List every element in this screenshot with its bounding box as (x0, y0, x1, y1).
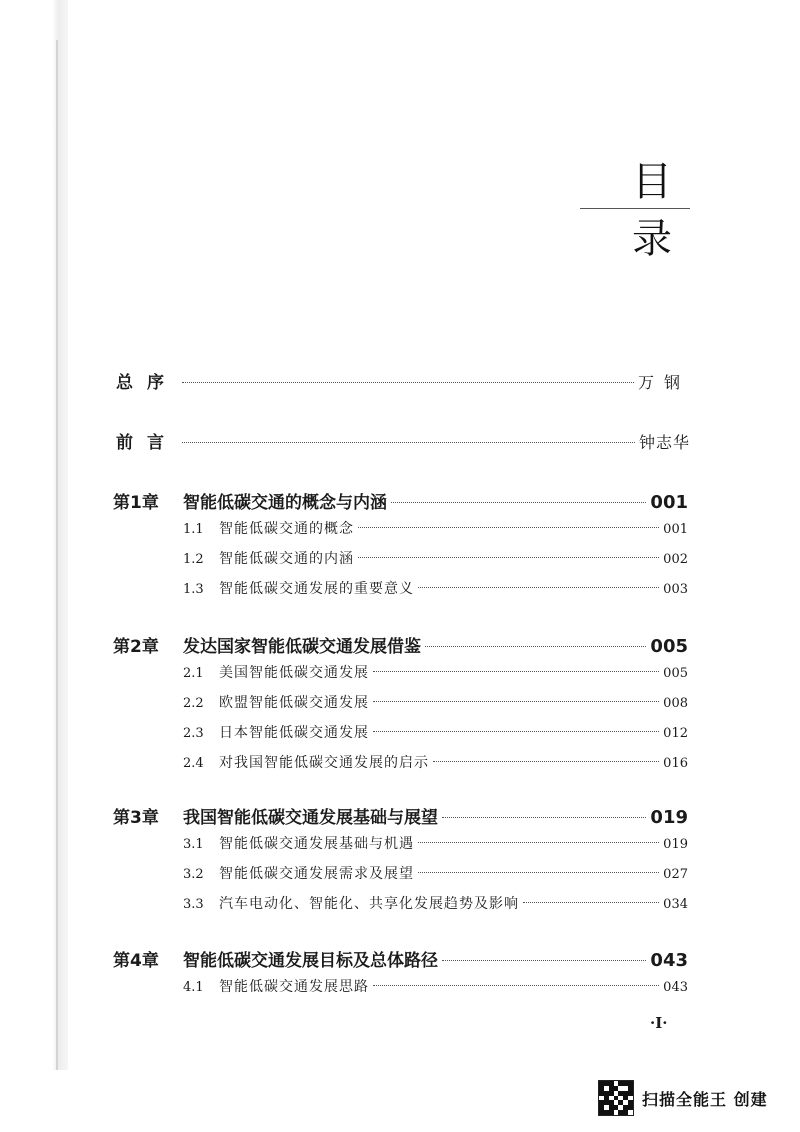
section-title: 智能低碳交通的概念 (219, 521, 354, 537)
leader-dots (425, 646, 646, 647)
section-title: 智能低碳交通发展需求及展望 (219, 866, 414, 882)
toc-section-3-3[interactable] (0, 893, 800, 913)
chapter-number: 第3章 (113, 808, 159, 828)
chapter-number: 第1章 (113, 493, 159, 513)
page-title: 目 录 (632, 159, 700, 262)
section-number: 3.2 (183, 867, 204, 882)
chapter-title: 智能低碳交通的概念与内涵 (183, 493, 387, 513)
toc-section-2-4[interactable] (0, 752, 800, 772)
page-number: ·I· (650, 1014, 668, 1032)
section-number: 3.3 (183, 897, 204, 912)
section-title: 汽车电动化、智能化、共享化发展趋势及影响 (219, 896, 519, 912)
toc-entry-author: 万钢 (637, 373, 690, 392)
chapter-number: 第4章 (113, 951, 159, 971)
chapter-page: 043 (650, 950, 688, 971)
chapter-title: 我国智能低碳交通发展基础与展望 (183, 808, 438, 828)
toc-section-3-2[interactable] (0, 863, 800, 883)
scanner-watermark (598, 1080, 768, 1116)
leader-dots (373, 731, 659, 732)
toc-section-2-2[interactable] (0, 692, 800, 712)
section-number: 4.1 (183, 980, 204, 995)
section-page: 012 (663, 726, 688, 741)
toc-section-1-1[interactable] (0, 518, 800, 538)
leader-dots (182, 382, 634, 383)
section-number: 2.2 (183, 696, 204, 711)
section-number: 2.3 (183, 726, 204, 741)
section-title: 智能低碳交通发展的重要意义 (219, 581, 414, 597)
toc-section-1-2[interactable] (0, 548, 800, 568)
leader-dots (523, 902, 659, 903)
leader-dots (373, 671, 659, 672)
title-underline (580, 208, 690, 209)
leader-dots (418, 872, 659, 873)
toc-chapter-1[interactable] (0, 488, 800, 513)
toc-section-2-3[interactable] (0, 722, 800, 742)
chapter-title: 智能低碳交通发展目标及总体路径 (183, 951, 438, 971)
toc-entry-general-preface[interactable] (0, 368, 800, 393)
section-title: 智能低碳交通发展基础与机遇 (219, 836, 414, 852)
section-number: 1.1 (183, 522, 204, 537)
leader-dots (418, 587, 659, 588)
leader-dots (442, 960, 646, 961)
section-number: 1.2 (183, 552, 204, 567)
chapter-page: 005 (650, 636, 688, 657)
toc-entry-label: 前言 (116, 433, 178, 453)
section-number: 2.1 (183, 666, 204, 681)
section-page: 019 (663, 837, 688, 852)
qr-code-icon (598, 1080, 634, 1116)
leader-dots (418, 842, 659, 843)
toc-chapter-3[interactable] (0, 803, 800, 828)
section-number: 1.3 (183, 582, 204, 597)
section-number: 3.1 (183, 837, 204, 852)
leader-dots (182, 442, 635, 443)
chapter-page: 019 (650, 807, 688, 828)
section-page: 001 (663, 522, 688, 537)
section-title: 对我国智能低碳交通发展的启示 (219, 755, 429, 771)
leader-dots (373, 985, 659, 986)
toc-chapter-2[interactable] (0, 632, 800, 657)
leader-dots (358, 557, 659, 558)
section-title: 智能低碳交通的内涵 (219, 551, 354, 567)
section-page: 008 (663, 696, 688, 711)
chapter-number: 第2章 (113, 637, 159, 657)
leader-dots (442, 817, 646, 818)
section-page: 034 (663, 897, 688, 912)
toc-entry-author: 钟志华 (638, 433, 690, 452)
section-page: 005 (663, 666, 688, 681)
section-title: 日本智能低碳交通发展 (219, 725, 369, 741)
section-page: 043 (663, 980, 688, 995)
toc-section-4-1[interactable] (0, 976, 800, 996)
section-title: 智能低碳交通发展思路 (219, 979, 369, 995)
toc-entry-preface[interactable] (0, 428, 800, 453)
toc-chapter-4[interactable] (0, 946, 800, 971)
leader-dots (433, 761, 659, 762)
leader-dots (358, 527, 659, 528)
chapter-page: 001 (650, 492, 688, 513)
watermark-text: 扫描全能王 创建 (642, 1089, 768, 1109)
section-page: 003 (663, 582, 688, 597)
section-page: 002 (663, 552, 688, 567)
chapter-title: 发达国家智能低碳交通发展借鉴 (183, 637, 421, 657)
toc-section-1-3[interactable] (0, 578, 800, 598)
leader-dots (391, 502, 646, 503)
section-page: 016 (663, 756, 688, 771)
toc-section-3-1[interactable] (0, 833, 800, 853)
section-title: 美国智能低碳交通发展 (219, 665, 369, 681)
leader-dots (373, 701, 659, 702)
toc-entry-label: 总序 (116, 373, 178, 393)
section-number: 2.4 (183, 756, 204, 771)
section-page: 027 (663, 867, 688, 882)
section-title: 欧盟智能低碳交通发展 (219, 695, 369, 711)
toc-section-2-1[interactable] (0, 662, 800, 682)
